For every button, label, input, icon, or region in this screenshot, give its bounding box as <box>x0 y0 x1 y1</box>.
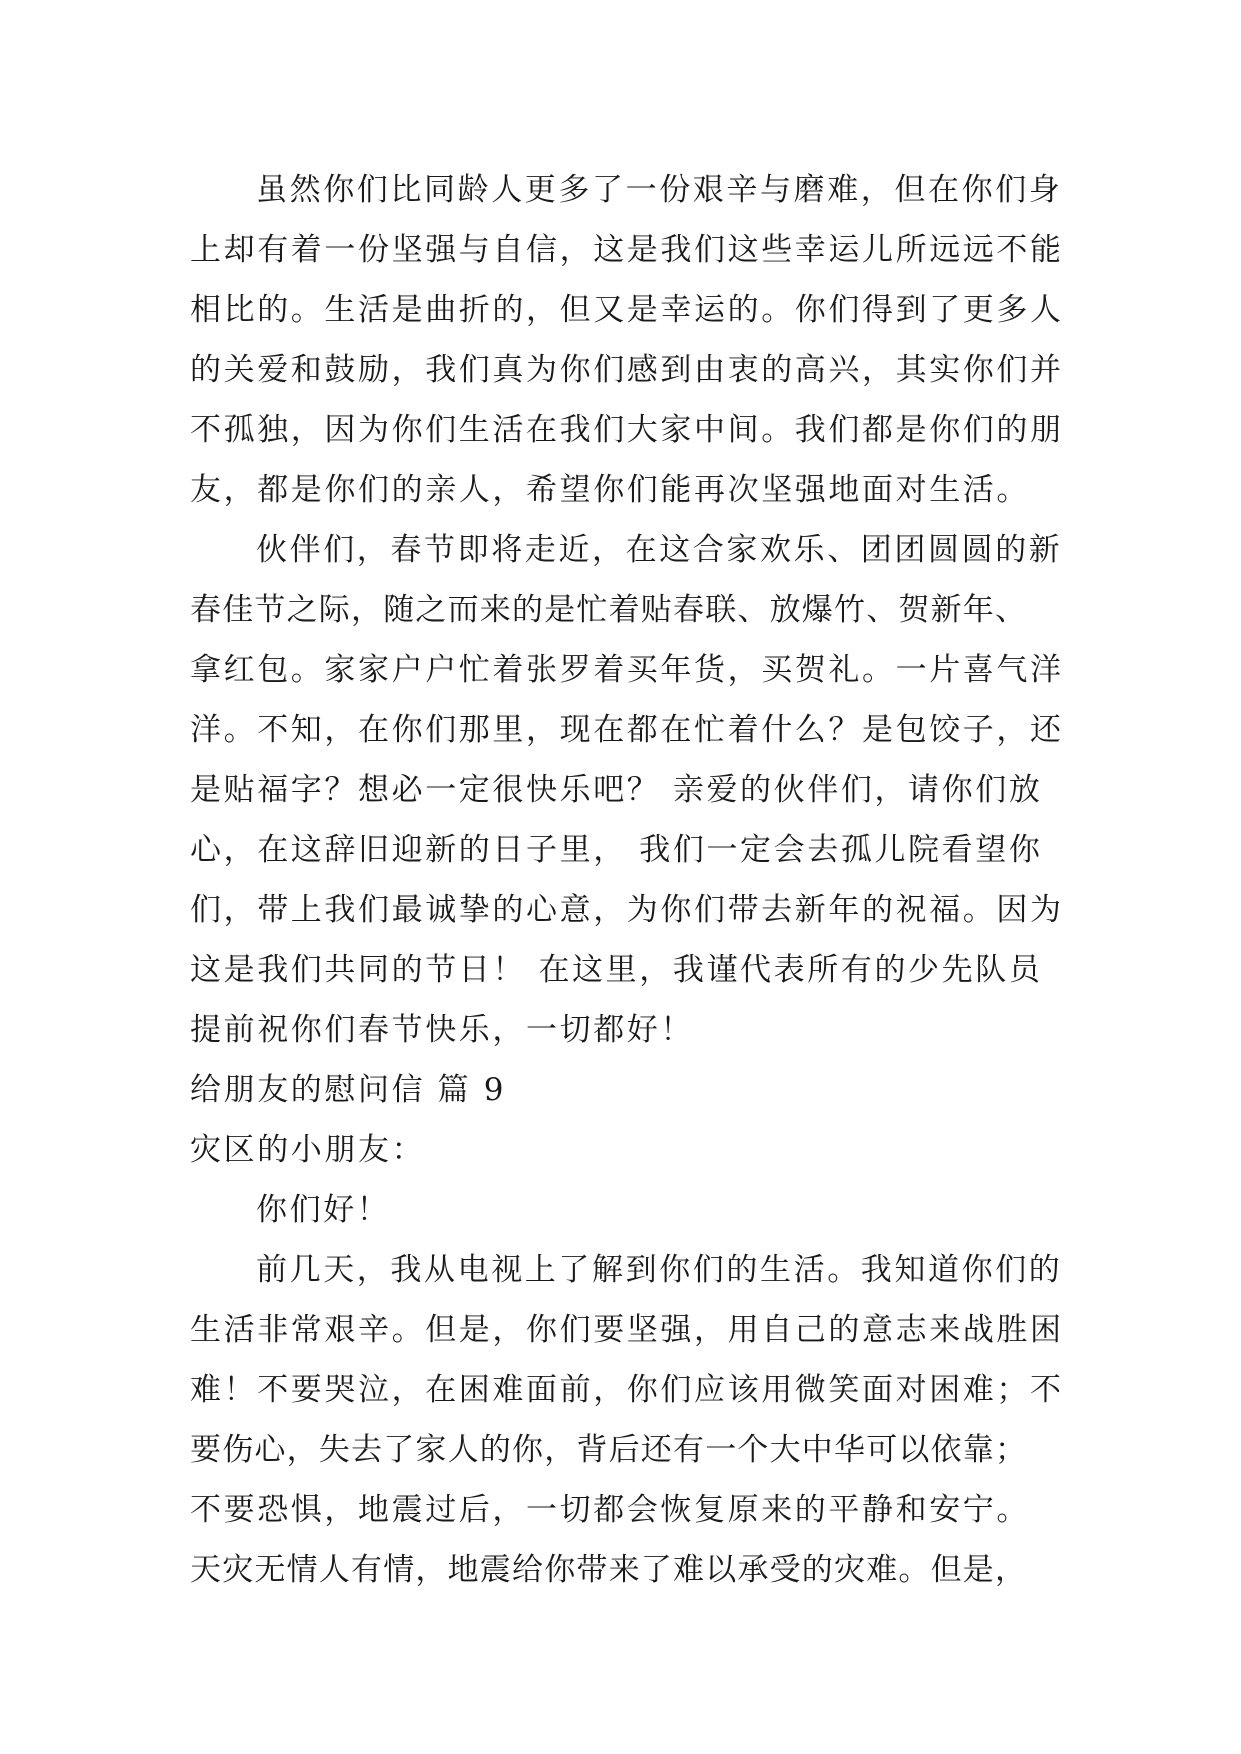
paragraph-line: 心，在这辞旧迎新的日子里， 我们一定会去孤儿院看望你 <box>190 832 1043 868</box>
paragraph-line: 虽然你们比同龄人更多了一份艰辛与磨难，但在你们身 <box>256 172 1063 208</box>
paragraph-line: 春佳节之际，随之而来的是忙着贴春联、放爆竹、贺新年、 <box>190 592 1028 628</box>
paragraph-line: 相比的。生活是曲折的，但又是幸运的。你们得到了更多人 <box>190 292 1064 328</box>
paragraph-line: 伙伴们，春节即将走近，在这合家欢乐、团团圆圆的新 <box>256 532 1063 568</box>
letter-salutation: 灾区的小朋友： <box>190 1132 426 1168</box>
paragraph-line: 天灾无情人有情，地震给你带来了难以承受的灾难。但是， <box>190 1552 1028 1588</box>
paragraph-line: 上却有着一份坚强与自信，这是我们这些幸运儿所远远不能 <box>190 232 1064 268</box>
paragraph-line: 不要恐惧，地震过后，一切都会恢复原来的平静和安宁。 <box>190 1492 1030 1528</box>
paragraph-line: 是贴福字？想必一定很快乐吧？ 亲爱的伙伴们，请你们放 <box>190 772 1043 808</box>
paragraph-line: 们，带上我们最诚挚的心意，为你们带去新年的祝福。因为 <box>190 892 1064 928</box>
paragraph-line: 不孤独，因为你们生活在我们大家中间。我们都是你们的朋 <box>190 412 1064 448</box>
paragraph-line: 难！不要哭泣，在困难面前，你们应该用微笑面对困难；不 <box>190 1372 1064 1408</box>
letter-greeting: 你们好！ <box>256 1192 391 1228</box>
paragraph-line: 前几天，我从电视上了解到你们的生活。我知道你们的 <box>256 1252 1063 1288</box>
paragraph-line: 拿红包。家家户户忙着张罗着买年货，买贺礼。一片喜气洋 <box>190 652 1064 688</box>
paragraph-line: 生活非常艰辛。但是，你们要坚强，用自己的意志来战胜困 <box>190 1312 1064 1348</box>
section-heading: 给朋友的慰问信 篇 9 <box>190 1072 507 1108</box>
document-page <box>190 160 1070 1600</box>
paragraph-line: 提前祝你们春节快乐，一切都好！ <box>190 1012 694 1048</box>
paragraph-line: 的关爱和鼓励，我们真为你们感到由衷的高兴，其实你们并 <box>190 352 1064 388</box>
paragraph-line: 友，都是你们的亲人，希望你们能再次坚强地面对生活。 <box>190 472 1030 508</box>
paragraph-line: 洋。不知，在你们那里，现在都在忙着什么？是包饺子，还 <box>190 712 1064 748</box>
paragraph-line: 要伤心，失去了家人的你，背后还有一个大中华可以依靠； <box>190 1432 1028 1468</box>
paragraph-line: 这是我们共同的节日！ 在这里，我谨代表所有的少先队员 <box>190 952 1043 988</box>
